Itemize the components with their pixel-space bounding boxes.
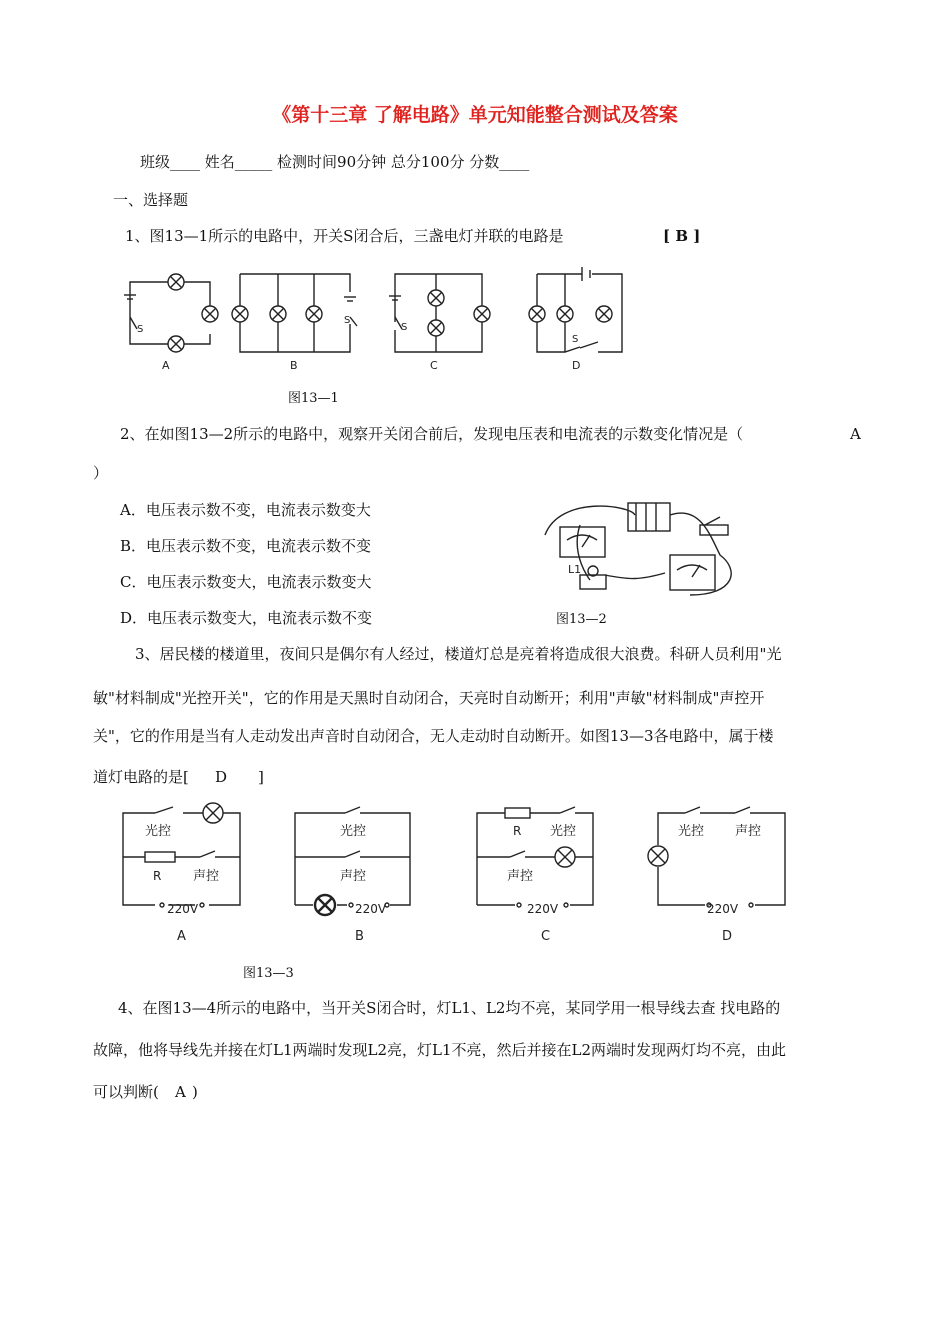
section-heading: 一、选择题 bbox=[113, 191, 189, 209]
circuit-label-b: B bbox=[290, 359, 298, 372]
question-3-line-1: 3、居民楼的楼道里，夜间只是偶尔有人经过，楼道灯总是亮着将造成很大浪费。科研人员利用"光 bbox=[135, 645, 782, 663]
question-4-line-2: 故障，他将导线先并接在灯L1两端时发现L2亮，灯L1不亮，然后并接在L2两端时发现两灯均不亮，由此 bbox=[93, 1041, 787, 1059]
question-3-line-4: 道灯电路的是[ bbox=[93, 768, 189, 786]
question-3-answer: D bbox=[215, 768, 228, 786]
question-3-line-3: 关"，它的作用是当有人走动发出声音时自动闭合，无人走动时自动断开。如图13—3各电路中，属于楼 bbox=[93, 727, 774, 745]
svg-text:光控: 光控 bbox=[340, 824, 367, 839]
svg-text:R: R bbox=[153, 869, 162, 883]
question-2-answer: A bbox=[850, 425, 861, 443]
figure-13-3-circuits bbox=[115, 795, 805, 945]
figure-13-1-caption: 图13—1 bbox=[288, 391, 339, 406]
header-info-line: 班级____ 姓名_____ 检测时间90分钟 总分100分 分数____ bbox=[140, 153, 530, 171]
svg-text:D: D bbox=[722, 929, 733, 944]
svg-text:C: C bbox=[541, 929, 551, 944]
svg-text:220V: 220V bbox=[707, 902, 739, 916]
question-4-line-3: 可以判断( bbox=[93, 1083, 159, 1101]
circuit-d bbox=[648, 807, 785, 944]
svg-text:声控: 声控 bbox=[340, 869, 367, 884]
svg-text:220V: 220V bbox=[527, 902, 559, 916]
circuit-b bbox=[295, 807, 410, 944]
svg-text:光控: 光控 bbox=[550, 824, 577, 839]
svg-text:S: S bbox=[401, 322, 408, 333]
figure-13-2-apparatus bbox=[540, 495, 745, 605]
svg-text:B: B bbox=[355, 929, 364, 944]
circuit-a bbox=[124, 274, 218, 372]
circuit-c bbox=[389, 274, 490, 372]
question-4-close: ) bbox=[192, 1083, 198, 1101]
figure-13-3-caption: 图13—3 bbox=[243, 966, 294, 981]
page-title: 《第十三章 了解电路》单元知能整合测试及答案 bbox=[272, 104, 678, 126]
question-2-option-c: C．电压表示数变大，电流表示数变大 bbox=[120, 573, 372, 591]
circuit-label-a: A bbox=[162, 359, 170, 372]
question-3-line-2: 敏"材料制成"光控开关"，它的作用是天黑时自动闭合，天亮时自动断开；利用"声敏"材料制成"声控开 bbox=[93, 689, 765, 707]
question-1-answer: [ B ] bbox=[663, 227, 701, 245]
svg-text:R: R bbox=[513, 824, 522, 838]
svg-text:声控: 声控 bbox=[507, 869, 534, 884]
svg-text:S: S bbox=[344, 315, 351, 326]
switch-label: S bbox=[137, 324, 144, 335]
question-3-bracket: ] bbox=[258, 768, 264, 786]
question-4-line-1: 4、在图13—4所示的电路中，当开关S闭合时，灯L1、L2均不亮，某同学用一根导线去查 找电路的 bbox=[118, 999, 781, 1017]
circuit-c bbox=[477, 807, 593, 944]
figure-13-1-circuits bbox=[110, 262, 630, 377]
svg-text:A: A bbox=[177, 929, 186, 944]
figure-13-2-caption: 图13—2 bbox=[556, 612, 607, 627]
question-2-option-b: B．电压表示数不变，电流表示数不变 bbox=[120, 537, 372, 555]
svg-text:声控: 声控 bbox=[735, 824, 762, 839]
circuit-d bbox=[529, 267, 622, 372]
svg-text:光控: 光控 bbox=[145, 824, 172, 839]
circuit-label-d: D bbox=[572, 359, 581, 372]
svg-text:S: S bbox=[572, 334, 579, 345]
question-2-option-d: D．电压表示数变大，电流表示数不变 bbox=[120, 609, 373, 627]
question-2-text: 2、在如图13—2所示的电路中，观察开关闭合前后，发现电压表和电流表的示数变化情况是（ bbox=[120, 425, 744, 443]
svg-text:光控: 光控 bbox=[678, 824, 705, 839]
circuit-b bbox=[232, 274, 357, 372]
circuit-label-c: C bbox=[430, 359, 438, 372]
question-2-close: ） bbox=[93, 464, 109, 482]
svg-text:220V: 220V bbox=[355, 902, 387, 916]
svg-text:220V: 220V bbox=[167, 902, 199, 916]
svg-text:声控: 声控 bbox=[193, 869, 220, 884]
circuit-a bbox=[123, 803, 240, 944]
lamp-l1-label: L1 bbox=[568, 563, 582, 576]
question-4-answer: A bbox=[175, 1083, 186, 1101]
question-2-option-a: A．电压表示数不变，电流表示数变大 bbox=[120, 501, 371, 519]
question-1-text: 1、图13—1所示的电路中，开关S闭合后，三盏电灯并联的电路是 bbox=[125, 227, 564, 245]
